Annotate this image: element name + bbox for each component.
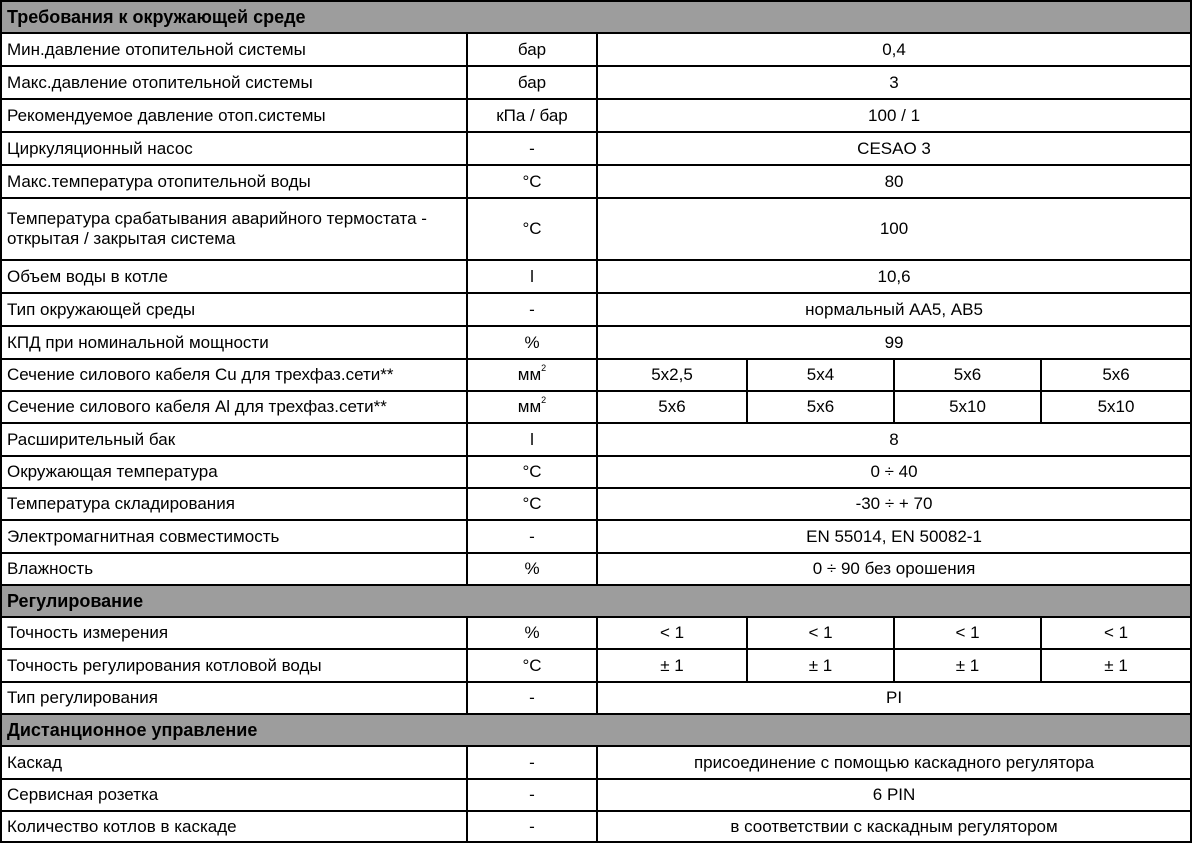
param-name: Макс.давление отопительной системы (1, 66, 467, 99)
param-value: 0,4 (597, 33, 1191, 66)
param-unit: °C (467, 165, 597, 198)
param-unit: l (467, 260, 597, 293)
param-unit: °C (467, 198, 597, 260)
param-unit (467, 359, 597, 391)
param-unit (467, 391, 597, 423)
param-value: -30 ÷ + 70 (597, 488, 1191, 520)
param-value: 3 (597, 66, 1191, 99)
section-title: Дистанционное управление (1, 714, 1191, 746)
unit-superscript: 2 (541, 363, 547, 374)
param-value-model-1: ± 1 (597, 649, 747, 682)
unit-text: мм (517, 365, 542, 384)
table-row (1, 779, 1191, 811)
table-row (1, 391, 1191, 423)
param-value-model-1: 5x6 (597, 391, 747, 423)
param-name: Расширительный бак (1, 423, 467, 456)
param-unit: % (467, 617, 597, 649)
param-name: Температура складирования (1, 488, 467, 520)
table-row (1, 553, 1191, 585)
table-row (1, 33, 1191, 66)
param-value-model-4: 5x6 (1041, 359, 1191, 391)
section-header-regulation (1, 585, 1191, 617)
param-value-model-1: 5x2,5 (597, 359, 747, 391)
table-row (1, 66, 1191, 99)
param-name: Рекомендуемое давление отоп.системы (1, 99, 467, 132)
param-unit: - (467, 811, 597, 842)
table-row (1, 746, 1191, 779)
unit-text: мм (517, 397, 542, 416)
param-unit: l (467, 423, 597, 456)
param-name: Точность регулирования котловой воды (1, 649, 467, 682)
table-row (1, 649, 1191, 682)
param-value-model-1: < 1 (597, 617, 747, 649)
param-value-model-3: 5x6 (894, 359, 1041, 391)
param-value-model-4: ± 1 (1041, 649, 1191, 682)
table-row (1, 423, 1191, 456)
param-unit: - (467, 746, 597, 779)
param-unit: - (467, 682, 597, 714)
param-value-model-2: 5x6 (747, 391, 894, 423)
param-name: Сервисная розетка (1, 779, 467, 811)
param-value: EN 55014, EN 50082-1 (597, 520, 1191, 553)
param-value: в соответствии с каскадным регулятором (597, 811, 1191, 842)
section-header-remote-control (1, 714, 1191, 746)
param-unit: °C (467, 649, 597, 682)
param-value: CESAO 3 (597, 132, 1191, 165)
section-title: Требования к окружающей среде (1, 1, 1191, 33)
param-value: нормальный АА5, АВ5 (597, 293, 1191, 326)
param-unit: кПа / бар (467, 99, 597, 132)
table-row (1, 293, 1191, 326)
param-name: Тип окружающей среды (1, 293, 467, 326)
table-row (1, 456, 1191, 488)
table-row (1, 520, 1191, 553)
param-value: 8 (597, 423, 1191, 456)
table-row (1, 811, 1191, 842)
param-value-model-3: < 1 (894, 617, 1041, 649)
param-value: PI (597, 682, 1191, 714)
table-row (1, 132, 1191, 165)
table-row (1, 260, 1191, 293)
param-unit: бар (467, 66, 597, 99)
param-name: Каскад (1, 746, 467, 779)
param-value-model-3: 5x10 (894, 391, 1041, 423)
table-row (1, 198, 1191, 260)
unit-superscript: 2 (541, 395, 547, 406)
param-unit: - (467, 779, 597, 811)
param-name: Электромагнитная совместимость (1, 520, 467, 553)
param-value: 99 (597, 326, 1191, 359)
param-name: Мин.давление отопительной системы (1, 33, 467, 66)
param-unit: - (467, 132, 597, 165)
param-value-model-4: 5x10 (1041, 391, 1191, 423)
section-header-environment (1, 1, 1191, 33)
param-unit: °C (467, 456, 597, 488)
param-name: Количество котлов в каскаде (1, 811, 467, 842)
param-value-model-2: ± 1 (747, 649, 894, 682)
param-name: КПД при номинальной мощности (1, 326, 467, 359)
table-row (1, 99, 1191, 132)
param-value: присоединение с помощью каскадного регулятора (597, 746, 1191, 779)
param-unit: бар (467, 33, 597, 66)
param-unit: % (467, 326, 597, 359)
param-unit: °C (467, 488, 597, 520)
param-value-model-4: < 1 (1041, 617, 1191, 649)
param-unit: - (467, 293, 597, 326)
table-row (1, 488, 1191, 520)
param-name: Объем воды в котле (1, 260, 467, 293)
param-value-model-3: ± 1 (894, 649, 1041, 682)
table-row (1, 617, 1191, 649)
param-name: Окружающая температура (1, 456, 467, 488)
param-name: Тип регулирования (1, 682, 467, 714)
param-value: 0 ÷ 90 без орошения (597, 553, 1191, 585)
param-name: Точность измерения (1, 617, 467, 649)
table-row (1, 326, 1191, 359)
param-name: Температура срабатывания аварийного термостата - открытая / закрытая система (1, 198, 467, 260)
param-value: 10,6 (597, 260, 1191, 293)
param-value: 80 (597, 165, 1191, 198)
param-value-model-2: 5x4 (747, 359, 894, 391)
table-row (1, 165, 1191, 198)
param-value: 100 (597, 198, 1191, 260)
param-name: Циркуляционный насос (1, 132, 467, 165)
param-unit: - (467, 520, 597, 553)
table-row (1, 682, 1191, 714)
param-value: 6 PIN (597, 779, 1191, 811)
param-value: 100 / 1 (597, 99, 1191, 132)
param-name: Сечение силового кабеля Al для трехфаз.сети** (1, 391, 467, 423)
param-value: 0 ÷ 40 (597, 456, 1191, 488)
section-title: Регулирование (1, 585, 1191, 617)
param-name: Макс.температура отопительной воды (1, 165, 467, 198)
param-value-model-2: < 1 (747, 617, 894, 649)
param-name: Сечение силового кабеля Cu для трехфаз.сети** (1, 359, 467, 391)
table-row (1, 359, 1191, 391)
param-unit: % (467, 553, 597, 585)
param-name: Влажность (1, 553, 467, 585)
